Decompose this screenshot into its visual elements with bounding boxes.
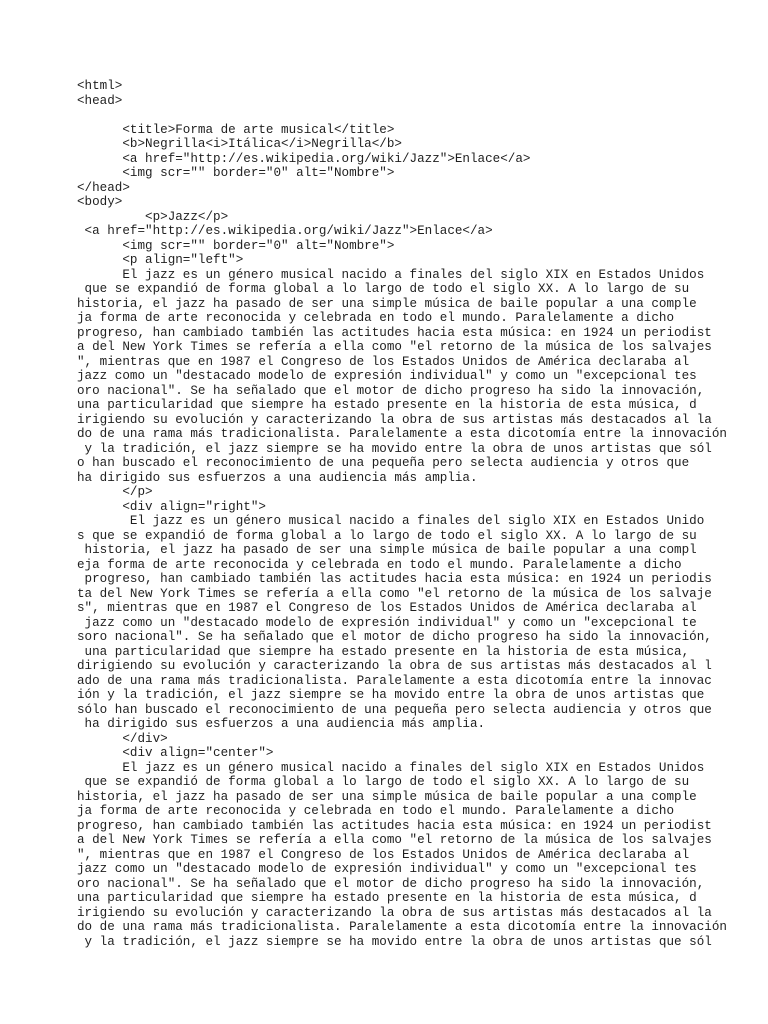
document-line: y la tradición, el jazz siempre se ha movido entre la obra de unos artistas que sól (77, 441, 712, 456)
document-line: <b>Negrilla<i>Itálica</i>Negrilla</b> (77, 137, 402, 151)
document-line: ha dirigido sus esfuerzos a una audiencia más amplia. (77, 470, 478, 485)
document-line: El jazz es un género musical nacido a finales del siglo XIX en Estados Unido (77, 514, 705, 528)
document-line: soro nacional". Se ha señalado que el motor de dicho progreso ha sido la innovación, (77, 630, 712, 644)
document-line: jazz como un "destacado modelo de expresión individual" y como un "excepcional tes (77, 369, 697, 383)
document-line: s que se expandió de forma global a lo largo de todo el siglo XX. A lo largo de su (77, 528, 697, 543)
document-line: jazz como un "destacado modelo de expresión individual" y como un "excepcional te (77, 615, 697, 630)
document-line: <div align="center"> (77, 746, 274, 760)
document-line: una particularidad que siempre ha estado presente en la historia de esta música, d (77, 891, 697, 905)
document-line: ado de una rama más tradicionalista. Paralelamente a esta dicotomía entre la innovac (77, 673, 712, 688)
document-line: una particularidad que siempre ha estado presente en la historia de esta música, d (77, 398, 697, 412)
document-line: dirigiendo su evolución y caracterizando la obra de sus artistas más destacados al l (77, 659, 712, 673)
document-line: ión y la tradición, el jazz siempre se ha movido entre la obra de unos artistas que (77, 688, 705, 702)
document-line: historia, el jazz ha pasado de ser una simple música de baile popular a una comple (77, 296, 697, 311)
document-line: y la tradición, el jazz siempre se ha movido entre la obra de unos artistas que sól (77, 934, 712, 949)
document-line: o han buscado el reconocimiento de una pequeña pero selecta audiencia y otros que (77, 456, 690, 470)
document-line: <a href="http://es.wikipedia.org/wiki/Jazz">Enlace</a> (77, 151, 531, 166)
document-line: </p> (77, 485, 153, 499)
document-line: historia, el jazz ha pasado de ser una simple música de baile popular a una compl (77, 543, 697, 557)
document-line: irigiendo su evolución y caracterizando la obra de sus artistas más destacados al la (77, 905, 712, 920)
document-line: <a href="http://es.wikipedia.org/wiki/Jazz">Enlace</a> (77, 224, 493, 238)
document-line: <img scr="" border="0" alt="Nombre"> (77, 166, 395, 180)
document-line: irigiendo su evolución y caracterizando la obra de sus artistas más destacados al la (77, 412, 712, 427)
document-line: ja forma de arte reconocida y celebrada en todo el mundo. Paralelamente a dicho (77, 311, 675, 325)
document-line: El jazz es un género musical nacido a finales del siglo XIX en Estados Unidos (77, 760, 705, 775)
document-line: a del New York Times se refería a ella como "el retorno de la música de los salvajes (77, 833, 712, 847)
document-line: que se expandió de forma global a lo largo de todo el siglo XX. A lo largo de su (77, 282, 690, 296)
document-line: progreso, han cambiado también las actitudes hacia esta música: en 1924 un periodis (77, 572, 712, 586)
document-line: ha dirigido sus esfuerzos a una audiencia más amplia. (77, 717, 486, 731)
document-line: ta del New York Times se refería a ella como "el retorno de la música de los salvaje (77, 586, 712, 601)
document-line: jazz como un "destacado modelo de expresión individual" y como un "excepcional tes (77, 862, 697, 876)
document-line: </div> (77, 731, 168, 746)
document-line: que se expandió de forma global a lo largo de todo el siglo XX. A lo largo de su (77, 775, 690, 789)
document-line: historia, el jazz ha pasado de ser una simple música de baile popular a una comple (77, 789, 697, 804)
document-line: ", mientras que en 1987 el Congreso de los Estados Unidos de América declaraba al (77, 354, 690, 369)
document-line: oro nacional". Se ha señalado que el motor de dicho progreso ha sido la innovación, (77, 383, 705, 398)
document-line: una particularidad que siempre ha estado presente en la historia de esta música, (77, 644, 690, 659)
document-line: <img scr="" border="0" alt="Nombre"> (77, 238, 395, 253)
document-line: <title>Forma de arte musical</title> (77, 122, 395, 137)
document-line: do de una rama más tradicionalista. Paralelamente a esta dicotomía entre la innovación (77, 920, 727, 934)
document-page (77, 79, 757, 949)
document-line: sólo han buscado el reconocimiento de una pequeña pero selecta audiencia y otros que (77, 702, 712, 717)
document-line: <head> (77, 93, 123, 108)
document-line (77, 108, 757, 123)
document-line: progreso, han cambiado también las actitudes hacia esta música: en 1924 un periodist (77, 818, 712, 833)
document-line: progreso, han cambiado también las actitudes hacia esta música: en 1924 un periodist (77, 325, 712, 340)
document-line: <p align="left"> (77, 253, 244, 267)
document-line: oro nacional". Se ha señalado que el motor de dicho progreso ha sido la innovación, (77, 876, 705, 891)
document-line: eja forma de arte reconocida y celebrada en todo el mundo. Paralelamente a dicho (77, 557, 682, 572)
document-line: <div align="right"> (77, 499, 266, 514)
document-line: ", mientras que en 1987 el Congreso de los Estados Unidos de América declaraba al (77, 847, 690, 862)
document-line: ja forma de arte reconocida y celebrada en todo el mundo. Paralelamente a dicho (77, 804, 675, 818)
document-line: do de una rama más tradicionalista. Paralelamente a esta dicotomía entre la innovación (77, 427, 727, 441)
document-line: <body> (77, 195, 123, 209)
document-line: s", mientras que en 1987 el Congreso de los Estados Unidos de América declaraba al (77, 601, 697, 615)
document-line: <p>Jazz</p> (77, 209, 229, 224)
document-line: a del New York Times se refería a ella como "el retorno de la música de los salvajes (77, 340, 712, 354)
document-line: <html> (77, 79, 123, 93)
document-line: </head> (77, 180, 130, 195)
document-line: El jazz es un género musical nacido a finales del siglo XIX en Estados Unidos (77, 267, 705, 282)
